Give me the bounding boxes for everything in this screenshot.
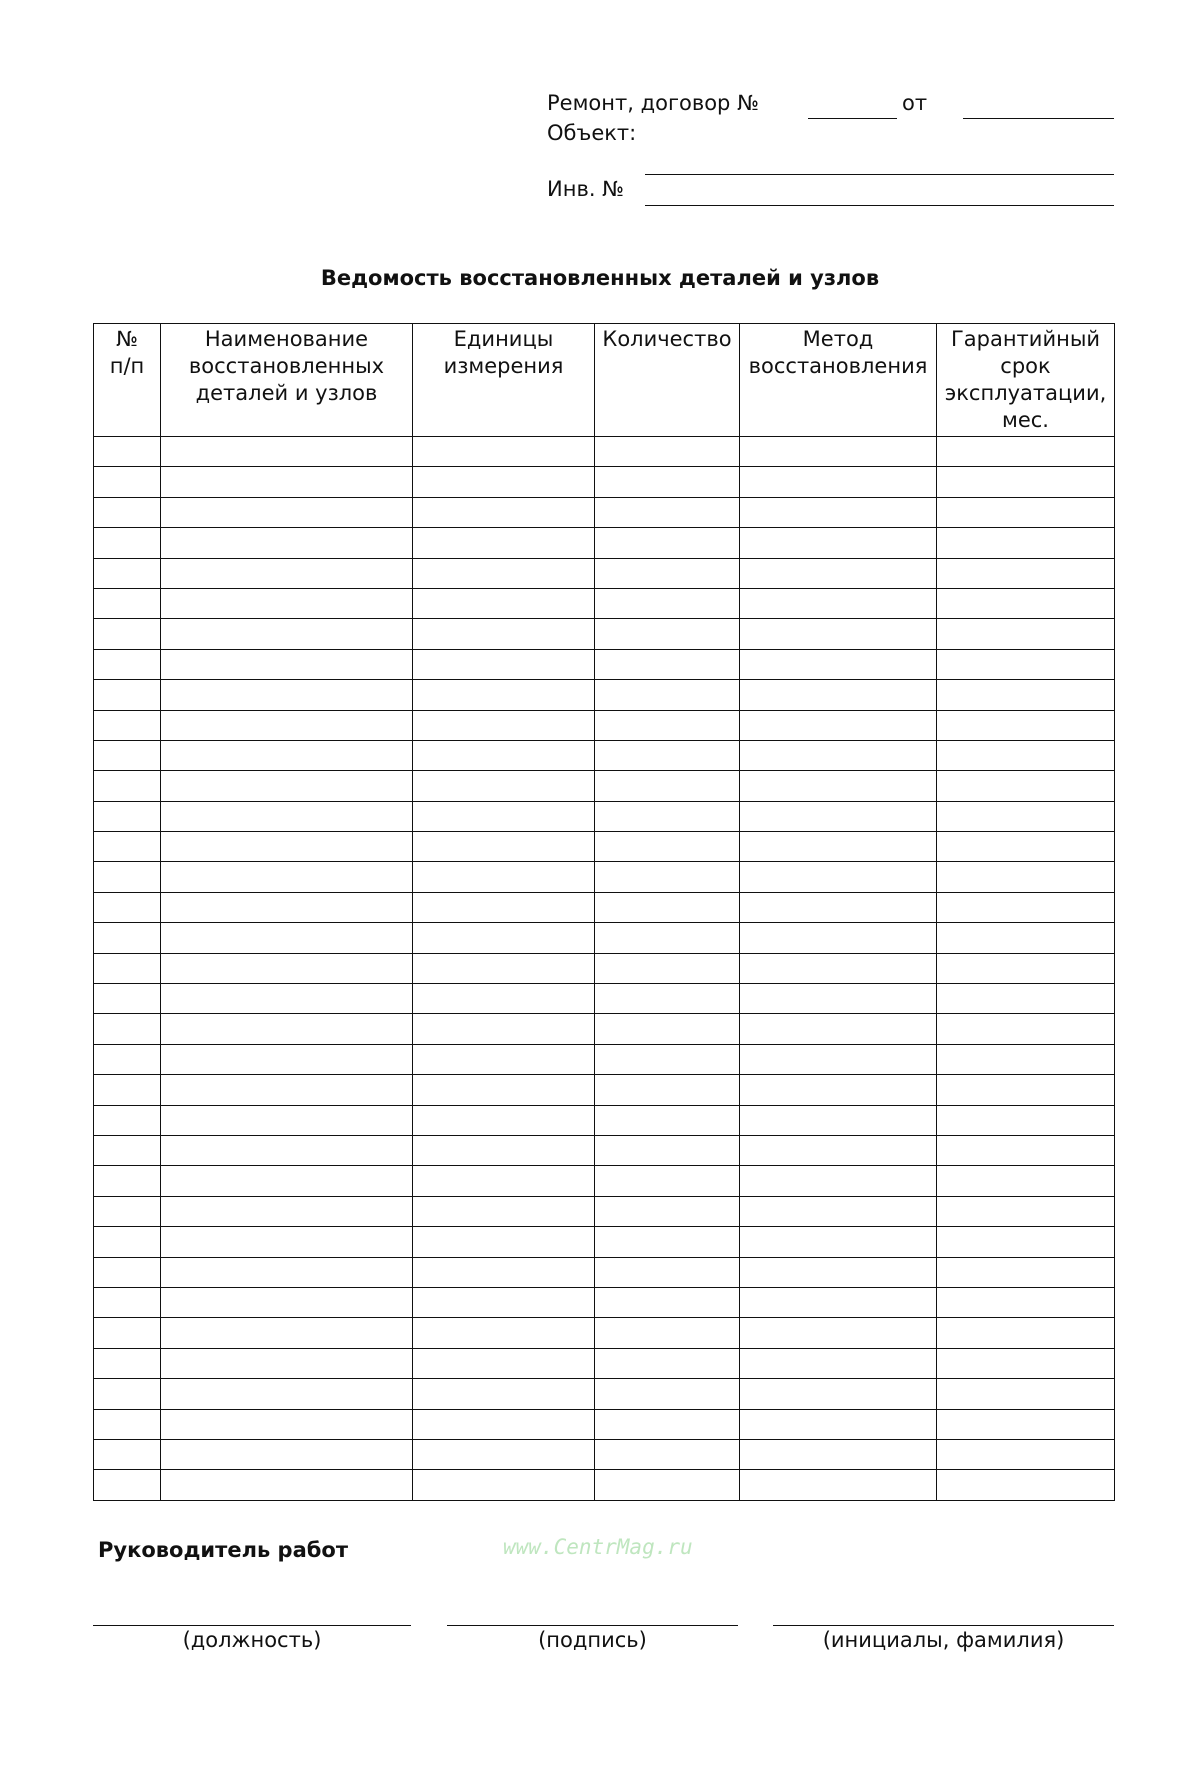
table-cell[interactable]	[94, 1135, 161, 1165]
column-header-warranty	[937, 324, 1115, 437]
table-cell[interactable]	[94, 1227, 161, 1257]
table-cell[interactable]	[413, 740, 595, 770]
table-cell[interactable]	[937, 1287, 1115, 1317]
table-cell[interactable]	[937, 1470, 1115, 1500]
table-cell[interactable]	[740, 892, 937, 922]
from-label: от	[902, 91, 928, 115]
table-cell[interactable]	[413, 710, 595, 740]
table-cell[interactable]	[413, 1075, 595, 1105]
table-cell[interactable]	[413, 1348, 595, 1378]
table-cell[interactable]	[937, 558, 1115, 588]
table-cell[interactable]	[740, 1196, 937, 1226]
table-cell[interactable]	[161, 1409, 413, 1439]
column-header-line: измерения	[443, 354, 564, 378]
table-cell[interactable]	[94, 892, 161, 922]
table-cell[interactable]	[937, 1105, 1115, 1135]
table-row	[94, 1439, 1115, 1469]
table-cell[interactable]	[937, 467, 1115, 497]
table-cell[interactable]	[595, 1409, 740, 1439]
table-cell[interactable]	[595, 1135, 740, 1165]
table-cell[interactable]	[413, 1409, 595, 1439]
table-cell[interactable]	[161, 1318, 413, 1348]
table-cell[interactable]	[595, 862, 740, 892]
table-cell[interactable]	[740, 771, 937, 801]
table-cell[interactable]	[413, 832, 595, 862]
column-header-line: Наименование	[204, 327, 369, 351]
table-cell[interactable]	[595, 437, 740, 467]
table-cell[interactable]	[595, 1105, 740, 1135]
table-row	[94, 740, 1115, 770]
table-cell[interactable]	[740, 710, 937, 740]
table-cell[interactable]	[740, 832, 937, 862]
table-cell[interactable]	[413, 953, 595, 983]
table-cell[interactable]	[937, 1379, 1115, 1409]
table-row	[94, 1075, 1115, 1105]
table-cell[interactable]	[161, 801, 413, 831]
table-row	[94, 1348, 1115, 1378]
table-row	[94, 1196, 1115, 1226]
column-header-line: №	[116, 327, 138, 351]
table-cell[interactable]	[595, 1348, 740, 1378]
table-cell[interactable]	[94, 771, 161, 801]
table-cell[interactable]	[595, 1379, 740, 1409]
table-cell[interactable]	[740, 649, 937, 679]
table-row	[94, 1409, 1115, 1439]
table-cell[interactable]	[94, 437, 161, 467]
table-row	[94, 1379, 1115, 1409]
table-cell[interactable]	[595, 801, 740, 831]
table-cell[interactable]	[740, 1166, 937, 1196]
table-cell[interactable]	[161, 1227, 413, 1257]
table-row	[94, 923, 1115, 953]
table-cell[interactable]	[413, 862, 595, 892]
table-cell[interactable]	[94, 497, 161, 527]
table-cell[interactable]	[740, 1135, 937, 1165]
table-cell[interactable]	[94, 1348, 161, 1378]
table-cell[interactable]	[161, 1196, 413, 1226]
table-cell[interactable]	[740, 558, 937, 588]
table-cell[interactable]	[413, 437, 595, 467]
table-row	[94, 984, 1115, 1014]
table-cell[interactable]	[413, 1166, 595, 1196]
table-cell[interactable]	[94, 832, 161, 862]
table-cell[interactable]	[94, 1044, 161, 1074]
table-cell[interactable]	[740, 984, 937, 1014]
table-cell[interactable]	[94, 740, 161, 770]
table-cell[interactable]	[413, 1227, 595, 1257]
table-cell[interactable]	[161, 1014, 413, 1044]
table-row	[94, 953, 1115, 983]
signature-line[interactable]	[447, 1625, 738, 1626]
table-cell[interactable]	[94, 923, 161, 953]
table-row	[94, 1287, 1115, 1317]
table-cell[interactable]	[161, 1044, 413, 1074]
table-cell[interactable]	[94, 680, 161, 710]
table-cell[interactable]	[740, 740, 937, 770]
table-cell[interactable]	[94, 1409, 161, 1439]
table-cell[interactable]	[161, 923, 413, 953]
table-cell[interactable]	[740, 619, 937, 649]
table-row	[94, 558, 1115, 588]
table-cell[interactable]	[740, 1044, 937, 1074]
table-row	[94, 1044, 1115, 1074]
table-cell[interactable]	[937, 740, 1115, 770]
table-cell[interactable]	[595, 1257, 740, 1287]
column-header-method	[740, 324, 937, 437]
table-cell[interactable]	[937, 1409, 1115, 1439]
table-cell[interactable]	[937, 528, 1115, 558]
table-cell[interactable]	[161, 740, 413, 770]
table-cell[interactable]	[595, 680, 740, 710]
table-row	[94, 588, 1115, 618]
table-cell[interactable]	[937, 1227, 1115, 1257]
column-header-line: восстановленных	[188, 354, 385, 378]
table-cell[interactable]	[740, 497, 937, 527]
table-cell[interactable]	[413, 771, 595, 801]
table-cell[interactable]	[740, 467, 937, 497]
table-cell[interactable]	[94, 1075, 161, 1105]
table-cell[interactable]	[595, 710, 740, 740]
table-row	[94, 680, 1115, 710]
table-cell[interactable]	[161, 1135, 413, 1165]
table-cell[interactable]	[595, 619, 740, 649]
table-cell[interactable]	[94, 528, 161, 558]
table-cell[interactable]	[94, 1014, 161, 1044]
table-cell[interactable]	[94, 1379, 161, 1409]
table-cell[interactable]	[413, 1287, 595, 1317]
table-cell[interactable]	[161, 1075, 413, 1105]
table-cell[interactable]	[94, 710, 161, 740]
table-cell[interactable]	[740, 1287, 937, 1317]
table-cell[interactable]	[595, 649, 740, 679]
table-cell[interactable]	[413, 649, 595, 679]
column-header-line: Количество	[602, 327, 732, 351]
table-cell[interactable]	[161, 1105, 413, 1135]
table-cell[interactable]	[413, 1196, 595, 1226]
column-header-line: срок	[1000, 354, 1051, 378]
table-cell[interactable]	[94, 1318, 161, 1348]
table-cell[interactable]	[595, 1439, 740, 1469]
table-cell[interactable]	[740, 1014, 937, 1044]
table-cell[interactable]	[595, 740, 740, 770]
table-row	[94, 1105, 1115, 1135]
table-cell[interactable]	[413, 680, 595, 710]
table-cell[interactable]	[937, 1044, 1115, 1074]
table-cell[interactable]	[595, 984, 740, 1014]
table-row	[94, 1318, 1115, 1348]
table-cell[interactable]	[937, 1135, 1115, 1165]
table-cell[interactable]	[413, 619, 595, 649]
table-row	[94, 528, 1115, 558]
table-cell[interactable]	[413, 588, 595, 618]
table-cell[interactable]	[413, 1044, 595, 1074]
table-cell[interactable]	[413, 528, 595, 558]
column-header-line: эксплуатации,	[944, 381, 1107, 405]
table-cell[interactable]	[413, 1318, 595, 1348]
table-cell[interactable]	[937, 710, 1115, 740]
column-header-number	[94, 324, 161, 437]
table-row	[94, 1135, 1115, 1165]
table-cell[interactable]	[161, 619, 413, 649]
table-row	[94, 1014, 1115, 1044]
table-row	[94, 801, 1115, 831]
table-cell[interactable]	[937, 1348, 1115, 1378]
table-cell[interactable]	[937, 1439, 1115, 1469]
table-cell[interactable]	[595, 1470, 740, 1500]
table-cell[interactable]	[161, 1439, 413, 1469]
column-header-unit	[413, 324, 595, 437]
table-cell[interactable]	[413, 1439, 595, 1469]
table-cell[interactable]	[413, 558, 595, 588]
table-cell[interactable]	[595, 1196, 740, 1226]
table-cell[interactable]	[413, 1257, 595, 1287]
column-header-line: Гарантийный	[950, 327, 1101, 351]
position-signature-line[interactable]	[93, 1625, 411, 1626]
repair-contract-label: Ремонт, договор №	[547, 91, 759, 115]
table-cell[interactable]	[94, 588, 161, 618]
table-header-row	[94, 324, 1115, 437]
table-cell[interactable]	[937, 1318, 1115, 1348]
table-cell[interactable]	[94, 1439, 161, 1469]
table-cell[interactable]	[94, 1470, 161, 1500]
table-cell[interactable]	[595, 497, 740, 527]
table-cell[interactable]	[937, 680, 1115, 710]
manager-label: Руководитель работ	[98, 1538, 349, 1562]
table-cell[interactable]	[595, 588, 740, 618]
table-cell[interactable]	[595, 953, 740, 983]
table-cell[interactable]	[595, 1166, 740, 1196]
table-row	[94, 1257, 1115, 1287]
table-cell[interactable]	[94, 1257, 161, 1287]
table-cell[interactable]	[937, 1075, 1115, 1105]
table-cell[interactable]	[740, 528, 937, 558]
table-cell[interactable]	[937, 588, 1115, 618]
table-row	[94, 437, 1115, 467]
table-row	[94, 1470, 1115, 1500]
table-cell[interactable]	[937, 497, 1115, 527]
table-cell[interactable]	[161, 892, 413, 922]
table-cell[interactable]	[937, 862, 1115, 892]
table-row	[94, 619, 1115, 649]
table-cell[interactable]	[413, 923, 595, 953]
table-cell[interactable]	[161, 1287, 413, 1317]
table-cell[interactable]	[740, 862, 937, 892]
table-cell[interactable]	[161, 649, 413, 679]
table-cell[interactable]	[161, 953, 413, 983]
table-cell[interactable]	[161, 1470, 413, 1500]
table-row	[94, 497, 1115, 527]
document-title: Ведомость восстановленных деталей и узлов	[320, 266, 880, 290]
table-cell[interactable]	[161, 1348, 413, 1378]
table-cell[interactable]	[161, 467, 413, 497]
table-cell[interactable]	[740, 1075, 937, 1105]
table-cell[interactable]	[740, 1409, 937, 1439]
table-body	[94, 437, 1115, 1501]
table-cell[interactable]	[937, 619, 1115, 649]
object-label: Объект:	[547, 121, 637, 145]
table-cell[interactable]	[937, 1196, 1115, 1226]
table-cell[interactable]	[595, 1075, 740, 1105]
table-cell[interactable]	[937, 771, 1115, 801]
table-cell[interactable]	[937, 801, 1115, 831]
table-cell[interactable]	[740, 1318, 937, 1348]
table-cell[interactable]	[413, 801, 595, 831]
parts-table	[93, 323, 1115, 1501]
table-row	[94, 467, 1115, 497]
table-cell[interactable]	[94, 1287, 161, 1317]
table-cell[interactable]	[740, 1105, 937, 1135]
position-caption: (должность)	[182, 1628, 322, 1652]
table-cell[interactable]	[595, 558, 740, 588]
table-row	[94, 862, 1115, 892]
table-cell[interactable]	[413, 984, 595, 1014]
table-cell[interactable]	[161, 832, 413, 862]
table-cell[interactable]	[161, 497, 413, 527]
table-cell[interactable]	[740, 1348, 937, 1378]
column-header-line: деталей и узлов	[195, 381, 378, 405]
table-row	[94, 710, 1115, 740]
table-cell[interactable]	[94, 801, 161, 831]
signature-caption: (подпись)	[538, 1628, 647, 1652]
contract-date-field[interactable]	[963, 118, 1114, 119]
table-cell[interactable]	[937, 832, 1115, 862]
table-cell[interactable]	[161, 862, 413, 892]
table-cell[interactable]	[740, 1257, 937, 1287]
table-cell[interactable]	[595, 528, 740, 558]
table-cell[interactable]	[937, 984, 1115, 1014]
table-cell[interactable]	[94, 1166, 161, 1196]
table-cell[interactable]	[740, 588, 937, 618]
column-header-line: Метод	[802, 327, 874, 351]
contract-number-field[interactable]	[808, 118, 897, 119]
table-cell[interactable]	[161, 984, 413, 1014]
table-cell[interactable]	[161, 558, 413, 588]
table-cell[interactable]	[94, 619, 161, 649]
table-cell[interactable]	[413, 892, 595, 922]
table-row	[94, 771, 1115, 801]
table-cell[interactable]	[161, 1379, 413, 1409]
table-cell[interactable]	[740, 1379, 937, 1409]
table-cell[interactable]	[161, 1166, 413, 1196]
table-cell[interactable]	[161, 528, 413, 558]
column-header-line: п/п	[109, 354, 145, 378]
table-cell[interactable]	[740, 953, 937, 983]
table-cell[interactable]	[161, 588, 413, 618]
table-cell[interactable]	[595, 1318, 740, 1348]
table-cell[interactable]	[161, 710, 413, 740]
table-cell[interactable]	[740, 1227, 937, 1257]
table-cell[interactable]	[937, 1014, 1115, 1044]
table-cell[interactable]	[595, 892, 740, 922]
table-cell[interactable]	[161, 1257, 413, 1287]
column-header-line: Единицы	[453, 327, 554, 351]
name-caption: (инициалы, фамилия)	[822, 1628, 1065, 1652]
table-cell[interactable]	[740, 923, 937, 953]
name-signature-line[interactable]	[773, 1625, 1114, 1626]
table-cell[interactable]	[161, 437, 413, 467]
table-cell[interactable]	[94, 467, 161, 497]
table-cell[interactable]	[937, 437, 1115, 467]
inv-label: Инв. №	[547, 177, 625, 201]
table-cell[interactable]	[94, 1105, 161, 1135]
table-cell[interactable]	[161, 680, 413, 710]
table-row	[94, 832, 1115, 862]
table-cell[interactable]	[595, 1044, 740, 1074]
table-cell[interactable]	[937, 953, 1115, 983]
table-row	[94, 649, 1115, 679]
table-cell[interactable]	[413, 1379, 595, 1409]
column-header-quantity	[595, 324, 740, 437]
table-row	[94, 1227, 1115, 1257]
table-cell[interactable]	[413, 467, 595, 497]
table-cell[interactable]	[595, 467, 740, 497]
table-cell[interactable]	[595, 1227, 740, 1257]
column-header-line: восстановления	[748, 354, 928, 378]
table-cell[interactable]	[740, 1439, 937, 1469]
table-cell[interactable]	[413, 1014, 595, 1044]
table-cell[interactable]	[413, 1135, 595, 1165]
inv-number-field[interactable]	[645, 205, 1114, 206]
table-cell[interactable]	[94, 984, 161, 1014]
column-header-name	[161, 324, 413, 437]
table-cell[interactable]	[595, 832, 740, 862]
table-row	[94, 892, 1115, 922]
table-cell[interactable]	[94, 1196, 161, 1226]
table-cell[interactable]	[413, 1105, 595, 1135]
table-cell[interactable]	[413, 1470, 595, 1500]
table-cell[interactable]	[595, 1287, 740, 1317]
table-cell[interactable]	[161, 771, 413, 801]
table-cell[interactable]	[937, 1166, 1115, 1196]
table-cell[interactable]	[595, 1014, 740, 1044]
table-cell[interactable]	[94, 953, 161, 983]
table-cell[interactable]	[413, 497, 595, 527]
table-cell[interactable]	[937, 892, 1115, 922]
table-cell[interactable]	[94, 558, 161, 588]
object-field[interactable]	[645, 174, 1114, 175]
watermark: www.CentrMag.ru	[503, 1535, 693, 1559]
column-header-line: мес.	[1002, 408, 1049, 432]
table-cell[interactable]	[937, 923, 1115, 953]
table-cell[interactable]	[94, 862, 161, 892]
table-cell[interactable]	[595, 923, 740, 953]
table-cell[interactable]	[937, 1257, 1115, 1287]
table-cell[interactable]	[937, 649, 1115, 679]
table-row	[94, 1166, 1115, 1196]
table-cell[interactable]	[595, 771, 740, 801]
table-cell[interactable]	[740, 1470, 937, 1500]
table-cell[interactable]	[740, 801, 937, 831]
table-cell[interactable]	[740, 437, 937, 467]
table-cell[interactable]	[740, 680, 937, 710]
table-cell[interactable]	[94, 649, 161, 679]
